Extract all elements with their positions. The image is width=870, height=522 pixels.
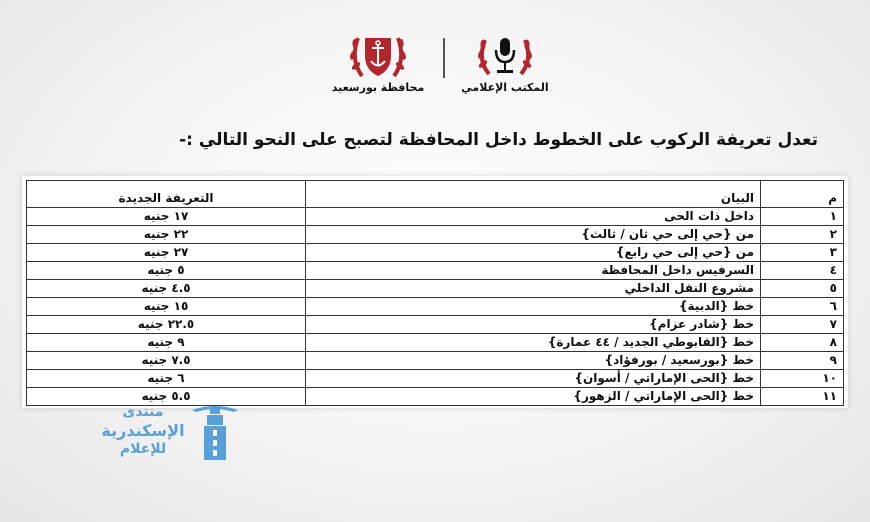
- table-row: [27, 388, 844, 406]
- fare-table-container: [22, 176, 848, 408]
- row-num: ٥: [761, 280, 844, 298]
- table-row: [27, 208, 844, 226]
- row-description: خط {شادر عزام}: [306, 316, 761, 334]
- row-fare: ١٥ جنيه: [27, 298, 306, 316]
- table-row: [27, 334, 844, 352]
- header-num: م: [761, 181, 844, 208]
- row-fare: ٩ جنيه: [27, 334, 306, 352]
- row-fare: ٢٧ جنيه: [27, 244, 306, 262]
- logo-separator: [443, 38, 445, 78]
- row-fare: ٥ جنيه: [27, 262, 306, 280]
- document-heading: تعدل تعريفة الركوب على الخطوط داخل المحافظة لتصبح على النحو التالي :-: [179, 130, 818, 150]
- row-description: خط {القابوطي الجديد / ٤٤ عمارة}: [306, 334, 761, 352]
- table-row: [27, 316, 844, 334]
- header-new-fare: التعريفة الجديدة: [27, 181, 306, 208]
- fare-table: [26, 180, 844, 406]
- media-office-caption: المكتب الإعلامي: [461, 81, 549, 94]
- governorate-logo: [323, 30, 433, 100]
- row-fare: ٦ جنيه: [27, 370, 306, 388]
- lighthouse-icon: [190, 404, 240, 462]
- governorate-caption: محافظة بورسعيد: [331, 81, 425, 94]
- row-description: خط {الحى الإماراتي / الزهور}: [306, 388, 761, 406]
- anchor-shield-emblem-icon: [348, 30, 408, 80]
- table-row: [27, 298, 844, 316]
- media-office-logo: [450, 30, 560, 100]
- row-num: ١١: [761, 388, 844, 406]
- row-num: ٩: [761, 352, 844, 370]
- row-num: ٣: [761, 244, 844, 262]
- table-row: [27, 244, 844, 262]
- header-description: البيان: [306, 181, 761, 208]
- table-row: [27, 262, 844, 280]
- row-fare: ١٧ جنيه: [27, 208, 306, 226]
- row-description: من {حي إلى حي ثان / ثالث}: [306, 226, 761, 244]
- row-fare: ٢٢ جنيه: [27, 226, 306, 244]
- watermark-line3: للإعلام: [119, 441, 167, 457]
- table-row: [27, 352, 844, 370]
- alexandria-media-forum-watermark: [98, 404, 258, 464]
- row-num: ١: [761, 208, 844, 226]
- watermark-line1: منتدى: [122, 404, 164, 420]
- row-description: داخل ذات الحى: [306, 208, 761, 226]
- row-fare: ٥.٥ جنيه: [27, 388, 306, 406]
- watermark-line2: الإسكندرية: [101, 421, 185, 440]
- row-description: خط {الدبية}: [306, 298, 761, 316]
- table-row: [27, 280, 844, 298]
- row-num: ٤: [761, 262, 844, 280]
- row-description: مشروع النقل الداخلي: [306, 280, 761, 298]
- row-num: ٢: [761, 226, 844, 244]
- row-num: ٦: [761, 298, 844, 316]
- row-description: السرفيس داخل المحافظة: [306, 262, 761, 280]
- table-header-row: [27, 181, 844, 208]
- row-num: ١٠: [761, 370, 844, 388]
- row-num: ٧: [761, 316, 844, 334]
- row-description: خط {الحى الإماراتي / أسوان}: [306, 370, 761, 388]
- row-description: خط {بورسعيد / بورفؤاد}: [306, 352, 761, 370]
- microphone-emblem-icon: [475, 30, 535, 80]
- table-row: [27, 226, 844, 244]
- row-fare: ٢٢.٥ جنيه: [27, 316, 306, 334]
- header-logos: [0, 30, 870, 100]
- row-fare: ٤.٥ جنيه: [27, 280, 306, 298]
- row-num: ٨: [761, 334, 844, 352]
- row-fare: ٧.٥ جنيه: [27, 352, 306, 370]
- row-description: من {حي إلى حي رابع}: [306, 244, 761, 262]
- table-row: [27, 370, 844, 388]
